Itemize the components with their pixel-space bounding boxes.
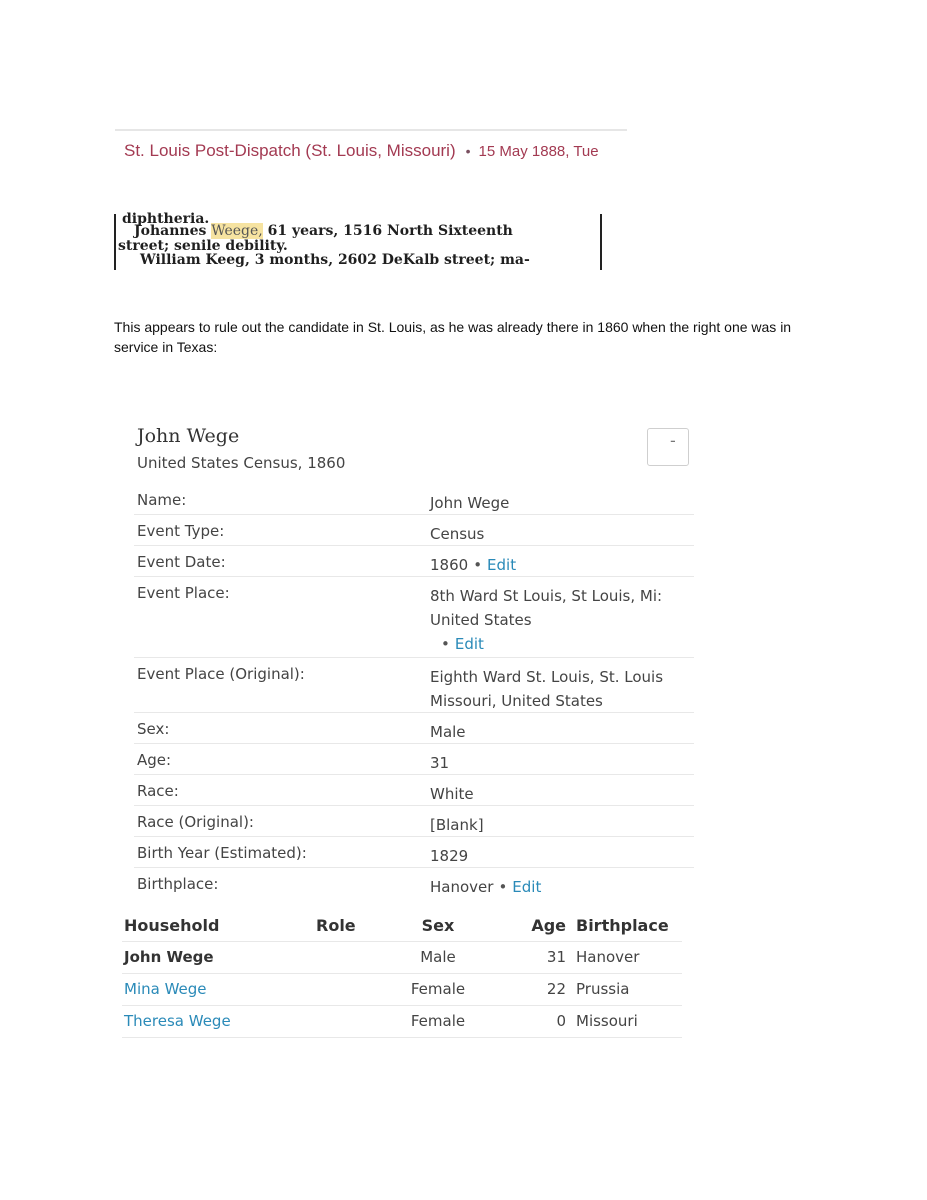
fact-row — [134, 577, 694, 658]
member-name-link[interactable]: Theresa Wege — [124, 1012, 231, 1030]
commentary-text: This appears to rule out the candidate in St. Louis, as he was already there in 1860 when the right one was in service in Texas: — [114, 319, 792, 355]
record-options-button[interactable] — [647, 428, 689, 466]
edit-event-date-link[interactable]: Edit — [487, 556, 517, 574]
member-name: John Wege — [124, 948, 214, 966]
member-sex: Female — [410, 1012, 466, 1030]
clipping-line-2-end: 61 years, 1516 North Sixteenth — [267, 223, 513, 239]
fact-value-line-2: United States — [430, 611, 532, 629]
record-person-name: John Wege — [137, 425, 240, 447]
fact-row — [134, 658, 694, 713]
clipping-line-3: street; senile debility. — [118, 238, 288, 254]
fact-row — [134, 868, 694, 898]
fact-row — [134, 546, 694, 577]
fact-value-line-1: 8th Ward St Louis, St Louis, Mi: — [430, 587, 663, 605]
header-rule — [115, 129, 627, 131]
fact-value-text: Male — [430, 723, 466, 741]
edit-row — [430, 632, 694, 656]
member-birthplace: Missouri — [576, 1012, 638, 1030]
fact-label: Event Place (Original): — [137, 665, 305, 683]
fact-value-text: [Blank] — [430, 816, 484, 834]
fact-row — [134, 806, 694, 837]
fact-label: Name: — [137, 491, 187, 509]
separator-dot: • — [465, 143, 471, 159]
member-birthplace: Hanover — [576, 948, 640, 966]
fact-value — [430, 658, 694, 719]
table-row — [122, 1006, 682, 1038]
member-sex: Female — [410, 980, 466, 998]
fact-value — [430, 868, 694, 905]
newspaper-date[interactable]: 15 May 1888, Tue — [478, 143, 599, 160]
newspaper-source[interactable]: St. Louis Post-Dispatch (St. Louis, Missouri) — [124, 141, 456, 160]
fact-value-line-2: Missouri, United States — [430, 692, 603, 710]
fact-row — [134, 484, 694, 515]
highlighted-surname: Weege, — [211, 223, 263, 239]
household-header-row — [122, 910, 682, 942]
fact-label: Birthplace: — [137, 875, 219, 893]
fact-row — [134, 713, 694, 744]
clipping-line-2 — [134, 224, 513, 239]
edit-event-place-link[interactable]: Edit — [454, 635, 484, 653]
fact-value-line-1: Eighth Ward St. Louis, St. Louis — [430, 668, 664, 686]
member-name-link[interactable]: Mina Wege — [124, 980, 207, 998]
clipping-line-1: diphtheria. — [122, 211, 210, 227]
fact-value — [430, 577, 694, 662]
fact-row — [134, 775, 694, 806]
record-facts — [134, 484, 694, 898]
clipping-line-2-start: Johannes — [134, 223, 207, 239]
clipping-line-4: William Keeg, 3 months, 2602 DeKalb street; ma- — [140, 252, 530, 268]
member-birthplace: Prussia — [576, 980, 630, 998]
fact-row — [134, 837, 694, 868]
fact-label: Sex: — [137, 720, 170, 738]
member-age: 0 — [556, 1012, 566, 1030]
fact-label: Race (Original): — [137, 813, 254, 831]
minus-icon: - — [670, 431, 676, 450]
fact-value-text: Hanover — [430, 878, 494, 896]
fact-value-text: John Wege — [430, 494, 510, 512]
household-table — [122, 910, 682, 1038]
fact-value-text: 1860 — [430, 556, 469, 574]
table-row — [122, 974, 682, 1006]
newspaper-header — [124, 141, 599, 161]
column-age: Age — [531, 916, 566, 935]
fact-label: Age: — [137, 751, 172, 769]
fact-value-text: 31 — [430, 754, 450, 772]
fact-row — [134, 744, 694, 775]
column-household: Household — [124, 916, 220, 935]
fact-label: Event Place: — [137, 584, 230, 602]
fact-row — [134, 515, 694, 546]
fact-value-text: Census — [430, 525, 485, 543]
column-sex: Sex — [421, 916, 455, 935]
member-age: 22 — [546, 980, 566, 998]
record-collection: United States Census, 1860 — [137, 454, 346, 472]
column-birthplace: Birthplace — [576, 916, 669, 935]
fact-value-text: White — [430, 785, 474, 803]
fact-label: Birth Year (Estimated): — [137, 844, 307, 862]
member-sex: Male — [420, 948, 456, 966]
column-role: Role — [316, 916, 356, 935]
table-row — [122, 942, 682, 974]
bullet-separator: • — [498, 878, 508, 896]
fact-label: Event Date: — [137, 553, 226, 571]
census-record-card — [114, 410, 674, 1040]
member-age: 31 — [546, 948, 566, 966]
edit-birthplace-link[interactable]: Edit — [512, 878, 542, 896]
fact-value-text: 1829 — [430, 847, 469, 865]
bullet-separator: • — [473, 556, 483, 574]
fact-label: Race: — [137, 782, 179, 800]
newspaper-clipping — [114, 211, 602, 270]
fact-label: Event Type: — [137, 522, 225, 540]
bullet-separator: • — [441, 635, 450, 653]
